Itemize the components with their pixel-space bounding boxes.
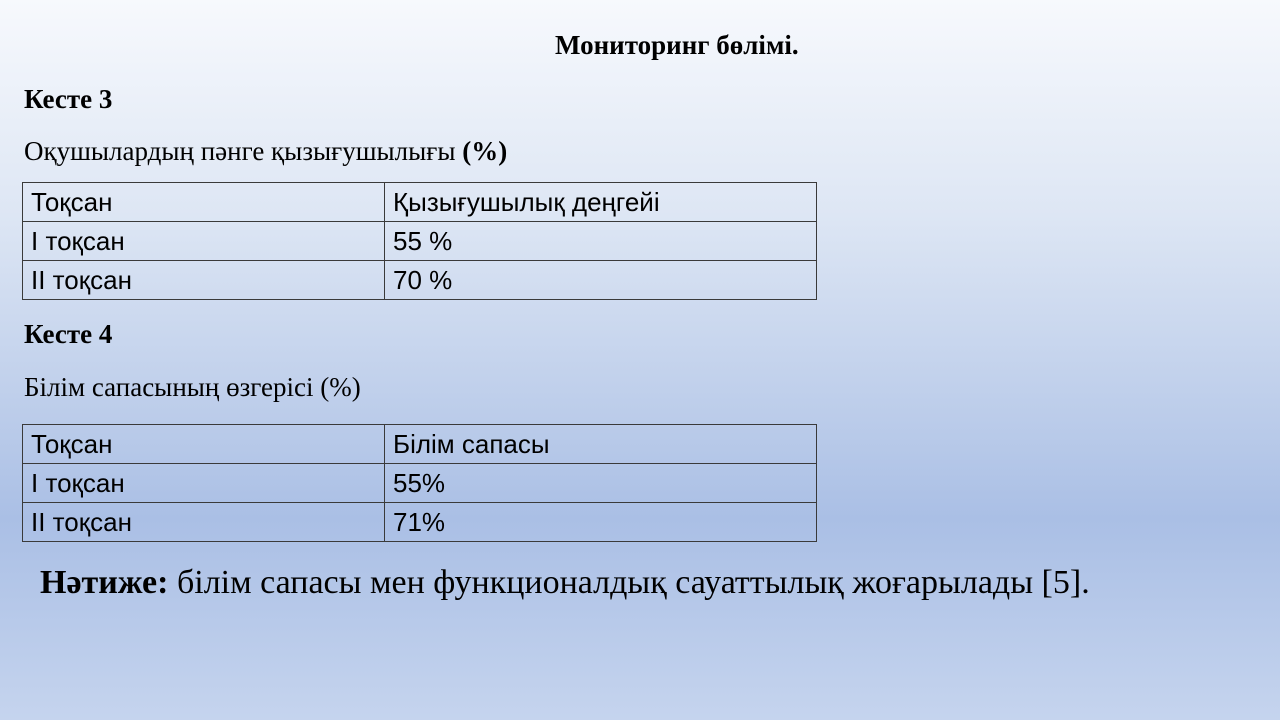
- quality-table: [22, 424, 817, 542]
- cell-value: 55 %: [385, 222, 817, 261]
- table-row: [23, 222, 817, 261]
- result-statement: [40, 564, 1090, 602]
- table-header-row: [23, 425, 817, 464]
- cell-value: 55%: [385, 464, 817, 503]
- interest-table: [22, 182, 817, 300]
- cell-quarter: II тоқсан: [23, 261, 385, 300]
- table4-caption: Білім сапасының өзгерісі (%): [24, 372, 361, 402]
- header-cell-interest-level: Қызығушылық деңгейі: [385, 183, 817, 222]
- table-row: [23, 503, 817, 542]
- table-row: [23, 261, 817, 300]
- cell-quarter: I тоқсан: [23, 222, 385, 261]
- table4-heading: Кесте 4: [24, 319, 113, 349]
- table-row: [23, 464, 817, 503]
- table3-caption-text: Оқушылардың пәнге қызығушылығы: [24, 136, 463, 166]
- cell-quarter: II тоқсан: [23, 503, 385, 542]
- table3-caption: [24, 136, 507, 167]
- cell-value: 70 %: [385, 261, 817, 300]
- header-cell-quarter: Тоқсан: [23, 183, 385, 222]
- cell-value: 71%: [385, 503, 817, 542]
- page-title: Мониторинг бөлімі.: [555, 30, 799, 60]
- table3-heading: Кесте 3: [24, 84, 113, 114]
- header-cell-quality: Білім сапасы: [385, 425, 817, 464]
- table-header-row: [23, 183, 817, 222]
- result-label: Нәтиже:: [40, 564, 169, 601]
- table3-caption-unit: (%): [462, 136, 508, 166]
- header-cell-quarter: Тоқсан: [23, 425, 385, 464]
- result-text: білім сапасы мен функционалдық сауаттылық жоғарылады [5].: [168, 564, 1090, 601]
- cell-quarter: I тоқсан: [23, 464, 385, 503]
